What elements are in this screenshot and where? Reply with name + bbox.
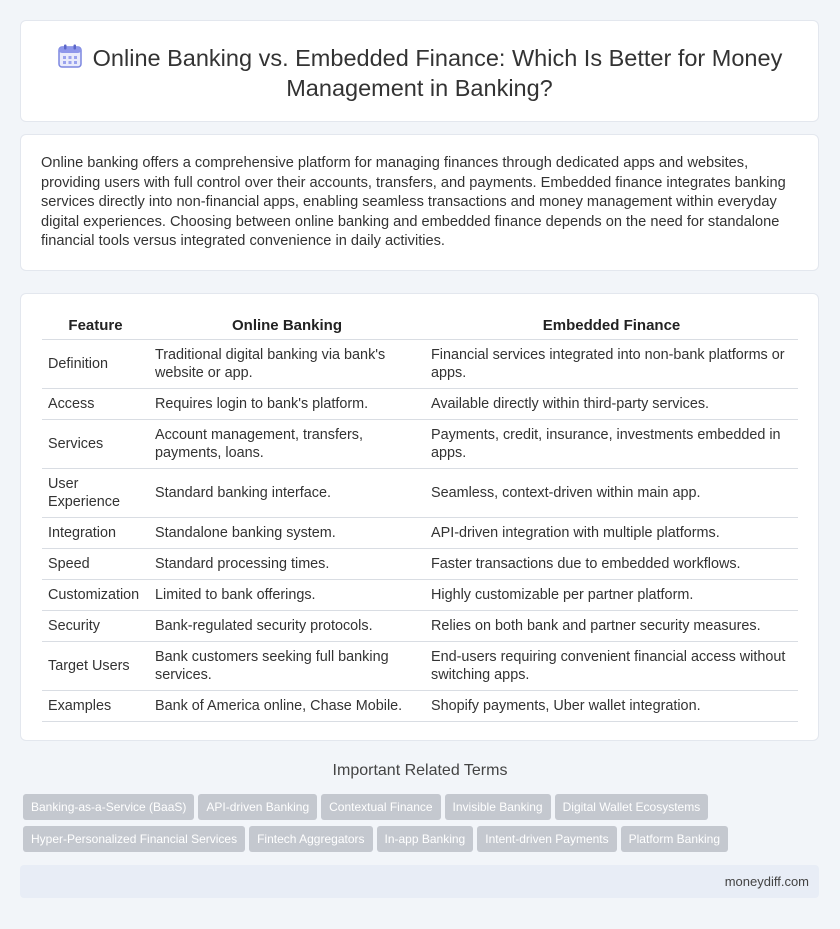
feature-cell: Speed <box>42 549 149 580</box>
related-term-tag[interactable]: Fintech Aggregators <box>249 826 372 852</box>
online-banking-cell: Limited to bank offerings. <box>149 580 425 611</box>
table-row <box>42 549 798 580</box>
online-banking-cell: Standard processing times. <box>149 549 425 580</box>
embedded-finance-cell: Payments, credit, insurance, investments embedded in apps. <box>425 420 798 469</box>
comparison-card <box>20 293 819 741</box>
related-term-tag[interactable]: Intent-driven Payments <box>477 826 616 852</box>
online-banking-cell: Bank-regulated security protocols. <box>149 611 425 642</box>
header-online-banking: Online Banking <box>149 312 425 340</box>
embedded-finance-cell: Seamless, context-driven within main app. <box>425 469 798 518</box>
table-row <box>42 691 798 722</box>
table-row <box>42 469 798 518</box>
related-term-tag[interactable]: Hyper-Personalized Financial Services <box>23 826 245 852</box>
site-name[interactable]: moneydiff.com <box>724 874 809 889</box>
feature-cell: User Experience <box>42 469 149 518</box>
related-term-tag[interactable]: Digital Wallet Ecosystems <box>555 794 709 820</box>
embedded-finance-cell: API-driven integration with multiple platforms. <box>425 518 798 549</box>
table-row <box>42 420 798 469</box>
embedded-finance-cell: End-users requiring convenient financial access without switching apps. <box>425 642 798 691</box>
embedded-finance-cell: Shopify payments, Uber wallet integration. <box>425 691 798 722</box>
intro-card <box>20 134 819 271</box>
online-banking-cell: Traditional digital banking via bank's website or app. <box>149 340 425 389</box>
table-row <box>42 611 798 642</box>
related-term-tag[interactable]: Banking-as-a-Service (BaaS) <box>23 794 194 820</box>
feature-cell: Customization <box>42 580 149 611</box>
related-terms-title: Important Related Terms <box>332 762 508 779</box>
embedded-finance-cell: Relies on both bank and partner security measures. <box>425 611 798 642</box>
related-term-tag[interactable]: Invisible Banking <box>445 794 551 820</box>
feature-cell: Examples <box>42 691 149 722</box>
related-term-tag[interactable]: API-driven Banking <box>198 794 317 820</box>
embedded-finance-cell: Faster transactions due to embedded workflows. <box>425 549 798 580</box>
feature-cell: Services <box>42 420 149 469</box>
embedded-finance-cell: Financial services integrated into non-bank platforms or apps. <box>425 340 798 389</box>
footer <box>20 865 819 898</box>
feature-cell: Target Users <box>42 642 149 691</box>
online-banking-cell: Standalone banking system. <box>149 518 425 549</box>
online-banking-cell: Requires login to bank's platform. <box>149 389 425 420</box>
header-feature: Feature <box>42 312 149 340</box>
table-row <box>42 642 798 691</box>
table-row <box>42 340 798 389</box>
table-header-row <box>42 312 798 340</box>
feature-cell: Integration <box>42 518 149 549</box>
calendar-icon <box>57 43 83 69</box>
page-title <box>21 43 818 103</box>
feature-cell: Security <box>42 611 149 642</box>
online-banking-cell: Bank of America online, Chase Mobile. <box>149 691 425 722</box>
intro-paragraph: Online banking offers a comprehensive platform for managing finances through dedicated apps and websites, providing users with full control over their accounts, transfers, and payments. Embedded finance integrates banking services directly into non-financial apps, enabling seamless transactions and money management within everyday digital experiences. Choosing between online banking and embedded finance depends on the need for standalone financial tools versus integrated convenience in daily activities. <box>41 155 786 250</box>
title-card <box>20 20 819 122</box>
online-banking-cell: Account management, transfers, payments, loans. <box>149 420 425 469</box>
related-terms-list <box>23 794 783 858</box>
header-embedded-finance: Embedded Finance <box>425 312 798 340</box>
table-row <box>42 580 798 611</box>
feature-cell: Definition <box>42 340 149 389</box>
related-term-tag[interactable]: In-app Banking <box>377 826 474 852</box>
embedded-finance-cell: Available directly within third-party services. <box>425 389 798 420</box>
related-term-tag[interactable]: Platform Banking <box>621 826 728 852</box>
table-row <box>42 389 798 420</box>
feature-cell: Access <box>42 389 149 420</box>
page-title-text: Online Banking vs. Embedded Finance: Which Is Better for Money Management in Banking? <box>92 45 783 101</box>
embedded-finance-cell: Highly customizable per partner platform. <box>425 580 798 611</box>
related-term-tag[interactable]: Contextual Finance <box>321 794 440 820</box>
online-banking-cell: Bank customers seeking full banking services. <box>149 642 425 691</box>
online-banking-cell: Standard banking interface. <box>149 469 425 518</box>
comparison-table <box>42 312 798 722</box>
table-row <box>42 518 798 549</box>
